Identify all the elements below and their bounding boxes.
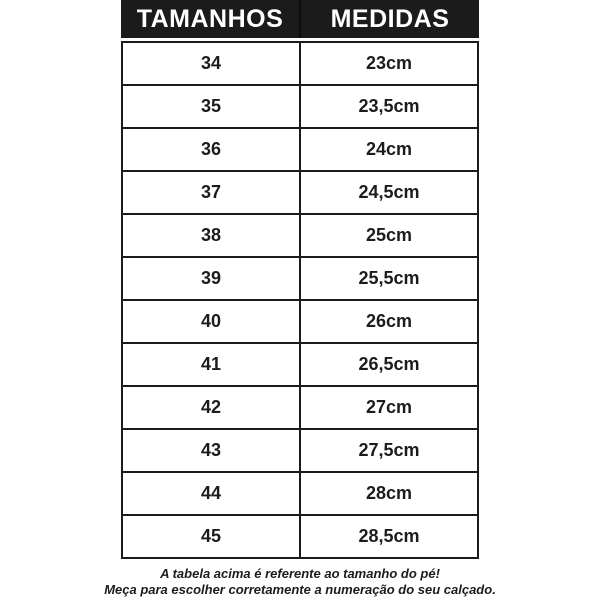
footer-line-2: Meça para escolher corretamente a numeração do seu calçado. (104, 582, 496, 597)
measure-cell: 28,5cm (299, 516, 477, 557)
size-cell: 40 (200, 311, 222, 331)
size-cell: 36 (200, 139, 222, 159)
size-cell: 38 (200, 225, 222, 245)
size-cell: 34 (200, 53, 222, 73)
size-cell: 44 (200, 483, 222, 503)
measure-cell: 26cm (299, 301, 477, 342)
table-row (123, 428, 477, 471)
size-cell: 35 (200, 96, 222, 116)
shoe-size-chart (121, 0, 479, 559)
measure-cell: 27cm (299, 387, 477, 428)
table-body (121, 41, 479, 559)
measure-cell: 23cm (299, 43, 477, 84)
measure-cell: 25cm (299, 215, 477, 256)
table-row (123, 385, 477, 428)
table-row (123, 299, 477, 342)
table-row (123, 213, 477, 256)
size-cell: 45 (200, 526, 222, 546)
footer-note (0, 566, 600, 598)
size-cell: 37 (200, 182, 222, 202)
table-row (123, 256, 477, 299)
table-row (123, 342, 477, 385)
size-cell: 42 (200, 397, 222, 417)
table-header-row (121, 0, 479, 38)
measure-cell: 24,5cm (299, 172, 477, 213)
footer-line-1: A tabela acima é referente ao tamanho do pé! (160, 566, 440, 581)
table-row (123, 514, 477, 557)
table-row (123, 84, 477, 127)
measure-cell: 25,5cm (299, 258, 477, 299)
size-cell: 41 (200, 354, 222, 374)
measure-cell: 24cm (299, 129, 477, 170)
size-cell: 43 (200, 440, 222, 460)
table-row (123, 471, 477, 514)
table-row (123, 170, 477, 213)
header-medidas: MEDIDAS (299, 0, 479, 38)
measure-cell: 23,5cm (299, 86, 477, 127)
header-tamanhos: TAMANHOS (136, 4, 284, 33)
table-row (123, 127, 477, 170)
table-row (123, 43, 477, 84)
size-cell: 39 (200, 268, 222, 288)
measure-cell: 27,5cm (299, 430, 477, 471)
measure-cell: 26,5cm (299, 344, 477, 385)
measure-cell: 28cm (299, 473, 477, 514)
